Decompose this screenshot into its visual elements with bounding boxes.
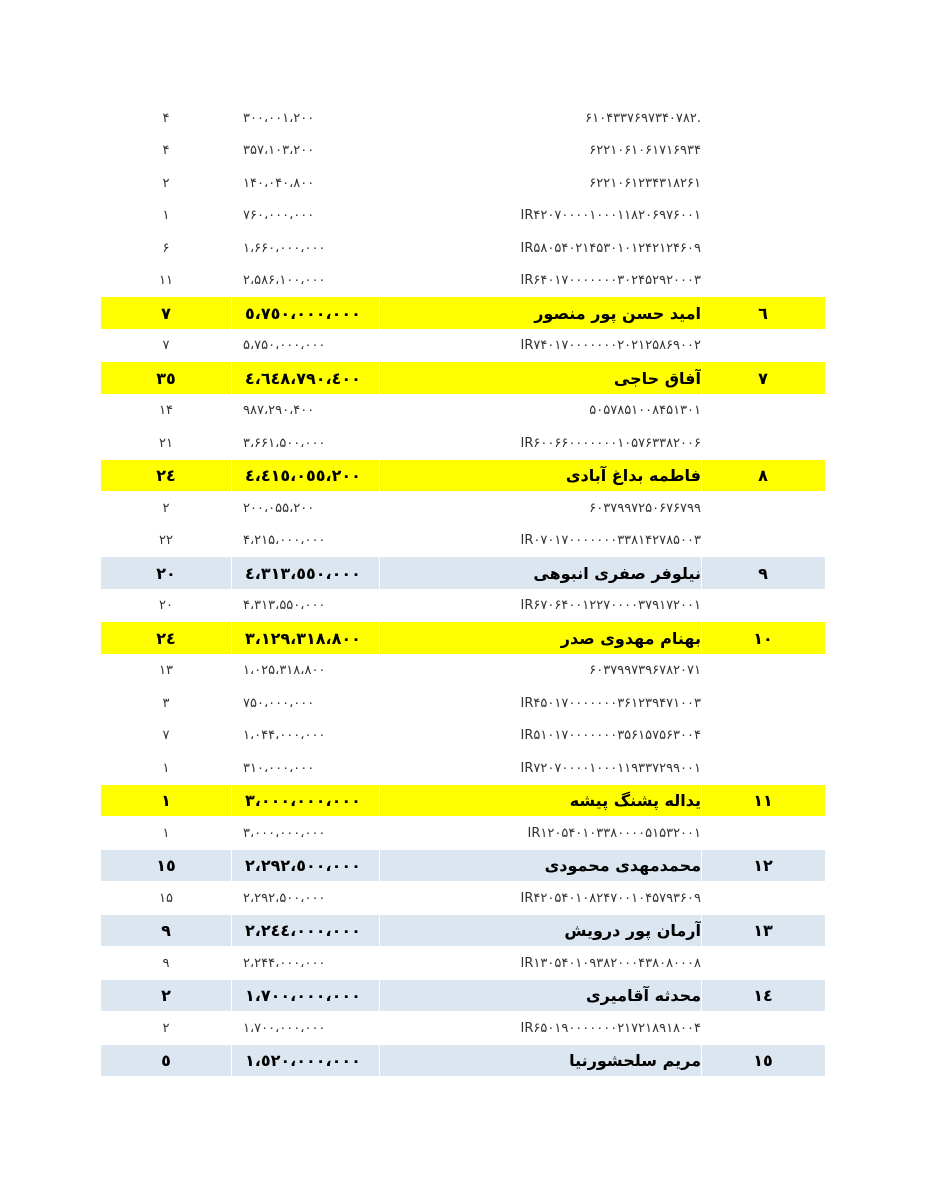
- account-row: [101, 525, 825, 558]
- total-amount: ٣،١٢٩،٣١٨،٨٠٠: [245, 628, 361, 648]
- row-index: ٦: [758, 303, 768, 323]
- row-index: ١٢: [753, 856, 773, 876]
- person-name: محمدمهدی محمودی: [544, 856, 701, 876]
- account-amount: ۱۴۰،۰۴۰،۸۰۰: [243, 175, 315, 191]
- account-number: IR۶۰۰۶۶۰۰۰۰۰۰۰۱۰۵۷۶۳۳۸۲۰۰۶: [520, 435, 701, 451]
- person-summary-row: [101, 785, 825, 818]
- transaction-count: ۲: [162, 1020, 170, 1036]
- total-count: ٩: [161, 921, 171, 941]
- account-number: IR۱۳۰۵۴۰۱۰۹۳۸۲۰۰۰۴۳۸۰۸۰۰۰۸: [520, 955, 701, 971]
- account-row: [101, 395, 825, 428]
- account-number: IR۱۲۰۵۴۰۱۰۳۳۸۰۰۰۰۵۱۵۳۲۰۰۱: [527, 825, 701, 841]
- person-name: مریم سلحشورنیا: [569, 1051, 701, 1071]
- account-number: ۶۲۲۱۰۶۱۰۶۱۷۱۶۹۳۴: [589, 143, 701, 159]
- account-amount: ۳۰۰،۰۰۱،۲۰۰: [243, 110, 315, 126]
- account-amount: ۲۰۰،۰۵۵،۲۰۰: [243, 500, 315, 516]
- total-amount: ٤،٦٤٨،٧٩٠،٤٠٠: [245, 368, 361, 388]
- transaction-count: ۱: [162, 208, 170, 224]
- account-amount: ۱،۰۲۵،۳۱۸،۸۰۰: [243, 663, 326, 679]
- row-index: ٨: [758, 466, 768, 486]
- account-number: ۶۱۰۴۳۳۷۶۹۷۳۴۰۷۸۲.: [585, 110, 701, 126]
- total-amount: ٢،٢٩٢،٥٠٠،٠٠٠: [245, 856, 361, 876]
- account-number: IR۰۷۰۱۷۰۰۰۰۰۰۰۳۳۸۱۴۲۷۸۵۰۰۳: [520, 533, 701, 549]
- account-number: IR۷۲۰۷۰۰۰۰۱۰۰۰۱۱۹۳۳۷۲۹۹۰۰۱: [520, 760, 701, 776]
- row-index: ١٤: [753, 986, 773, 1006]
- total-count: ٣٥: [156, 368, 176, 388]
- account-amount: ۳۱۰،۰۰۰،۰۰۰: [243, 760, 315, 776]
- account-row: [101, 102, 825, 135]
- person-summary-row: [101, 460, 825, 493]
- account-number: ۶۰۳۷۹۹۷۲۵۰۶۷۶۷۹۹: [589, 500, 701, 516]
- total-amount: ٥،٧٥٠،٠٠٠،٠٠٠: [245, 303, 361, 323]
- account-row: [101, 232, 825, 265]
- account-row: [101, 265, 825, 298]
- total-amount: ٤،٣١٣،٥٥٠،٠٠٠: [245, 563, 361, 583]
- account-row: [101, 590, 825, 623]
- account-number: IR۴۲۰۷۰۰۰۰۱۰۰۰۱۱۸۲۰۶۹۷۶۰۰۱: [520, 208, 701, 224]
- row-index: ٩: [758, 563, 768, 583]
- account-row: [101, 427, 825, 460]
- transaction-count: ۲: [162, 175, 170, 191]
- account-row: [101, 655, 825, 688]
- total-count: ٢٤: [156, 628, 176, 648]
- person-name: بهنام مهدوی صدر: [560, 628, 701, 648]
- transaction-count: ۹: [162, 955, 170, 971]
- account-number: IR۵۸۰۵۴۰۲۱۴۵۳۰۱۰۱۲۴۲۱۲۴۶۰۹: [520, 240, 701, 256]
- transaction-count: ۳: [162, 695, 170, 711]
- person-summary-row: [101, 1045, 825, 1078]
- account-number: ۵۰۵۷۸۵۱۰۰۸۴۵۱۳۰۱: [589, 403, 701, 419]
- person-name: امید حسن پور منصور: [534, 303, 701, 323]
- transaction-count: ۲۲: [159, 533, 173, 549]
- account-number: IR۶۴۰۱۷۰۰۰۰۰۰۰۳۰۲۴۵۲۹۲۰۰۰۳: [520, 273, 701, 289]
- transaction-count: ۱: [162, 825, 170, 841]
- account-row: [101, 817, 825, 850]
- account-amount: ۷۶۰،۰۰۰،۰۰۰: [243, 208, 315, 224]
- transaction-count: ۲: [162, 500, 170, 516]
- row-index: ٧: [758, 368, 768, 388]
- total-count: ٥: [161, 1051, 171, 1071]
- transaction-count: ۲۰: [159, 598, 173, 614]
- person-name: فاطمه بداغ آبادی: [565, 466, 701, 486]
- row-index: ١٣: [753, 921, 773, 941]
- row-index: ١٥: [753, 1051, 773, 1071]
- account-amount: ۴،۲۱۵،۰۰۰،۰۰۰: [243, 533, 326, 549]
- account-amount: ۹۸۷،۲۹۰،۴۰۰: [243, 403, 315, 419]
- person-summary-row: [101, 915, 825, 948]
- total-amount: ٣،٠٠٠،٠٠٠،٠٠٠: [245, 791, 361, 811]
- account-row: [101, 1012, 825, 1045]
- account-amount: ۱،۷۰۰،۰۰۰،۰۰۰: [243, 1020, 326, 1036]
- transaction-count: ۶: [162, 240, 170, 256]
- account-row: [101, 492, 825, 525]
- account-row: [101, 947, 825, 980]
- account-row: [101, 330, 825, 363]
- person-summary-row: [101, 850, 825, 883]
- row-index: ١١: [753, 791, 773, 811]
- person-summary-row: [101, 557, 825, 590]
- account-amount: ۳،۰۰۰،۰۰۰،۰۰۰: [243, 825, 326, 841]
- total-count: ٢٠: [156, 563, 176, 583]
- transaction-count: ۴: [162, 143, 170, 159]
- account-number: IR۵۱۰۱۷۰۰۰۰۰۰۰۳۵۶۱۵۷۵۶۳۰۰۴: [520, 728, 701, 744]
- total-amount: ١،٧٠٠،٠٠٠،٠٠٠: [245, 986, 361, 1006]
- account-number: IR۴۲۰۵۴۰۱۰۸۲۴۷۰۰۱۰۴۵۷۹۳۶۰۹: [520, 890, 701, 906]
- account-number: ۶۰۳۷۹۹۷۳۹۶۷۸۲۰۷۱: [589, 663, 701, 679]
- account-row: [101, 720, 825, 753]
- account-row: [101, 752, 825, 785]
- account-row: [101, 200, 825, 233]
- account-amount: ۵،۷۵۰،۰۰۰،۰۰۰: [243, 338, 326, 354]
- transaction-count: ۱۳: [159, 663, 173, 679]
- account-amount: ۲،۵۸۶،۱۰۰،۰۰۰: [243, 273, 326, 289]
- total-count: ٢: [161, 986, 171, 1006]
- transaction-count: ۷: [162, 338, 170, 354]
- account-number: ۶۲۲۱۰۶۱۲۳۴۳۱۸۲۶۱: [589, 175, 701, 191]
- person-name: آرمان پور درویش: [564, 921, 701, 941]
- transaction-count: ۷: [162, 728, 170, 744]
- total-count: ١٥: [156, 856, 176, 876]
- row-index: ١٠: [753, 628, 773, 648]
- transaction-count: ۴: [162, 110, 170, 126]
- account-row: [101, 882, 825, 915]
- transaction-count: ۱۱: [159, 273, 173, 289]
- account-amount: ۴،۳۱۳،۵۵۰،۰۰۰: [243, 598, 326, 614]
- account-number: IR۶۵۰۱۹۰۰۰۰۰۰۰۲۱۷۲۱۸۹۱۸۰۰۴: [520, 1020, 701, 1036]
- total-count: ٢٤: [156, 466, 176, 486]
- account-amount: ۱،۰۴۴،۰۰۰،۰۰۰: [243, 728, 326, 744]
- person-name: محدثه آقامیری: [586, 986, 701, 1006]
- transactions-table: [101, 102, 825, 1077]
- transaction-count: ۱۴: [159, 403, 173, 419]
- person-summary-row: [101, 297, 825, 330]
- person-name: یداله پشنگ پیشه: [569, 791, 701, 811]
- total-count: ٧: [161, 303, 171, 323]
- transaction-count: ۲۱: [159, 435, 173, 451]
- account-amount: ۳،۶۶۱،۵۰۰،۰۰۰: [243, 435, 326, 451]
- account-amount: ۳۵۷،۱۰۳،۲۰۰: [243, 143, 315, 159]
- person-name: نیلوفر صفری انبوهی: [533, 563, 701, 583]
- person-name: آفاق حاجی: [613, 368, 701, 388]
- total-count: ١: [161, 791, 171, 811]
- person-summary-row: [101, 362, 825, 395]
- account-row: [101, 687, 825, 720]
- account-amount: ۱،۶۶۰،۰۰۰،۰۰۰: [243, 240, 326, 256]
- total-amount: ٤،٤١٥،٠٥٥،٢٠٠: [245, 466, 361, 486]
- account-number: IR۷۴۰۱۷۰۰۰۰۰۰۰۲۰۲۱۲۵۸۶۹۰۰۲: [520, 338, 701, 354]
- account-amount: ۷۵۰،۰۰۰،۰۰۰: [243, 695, 315, 711]
- account-amount: ۲،۲۹۲،۵۰۰،۰۰۰: [243, 890, 326, 906]
- account-row: [101, 167, 825, 200]
- transaction-count: ۱: [162, 760, 170, 776]
- account-number: IR۴۵۰۱۷۰۰۰۰۰۰۰۳۶۱۲۳۹۴۷۱۰۰۳: [520, 695, 701, 711]
- person-summary-row: [101, 622, 825, 655]
- person-summary-row: [101, 980, 825, 1013]
- account-number: IR۶۷۰۶۴۰۰۱۲۲۷۰۰۰۰۳۷۹۱۷۲۰۰۱: [520, 598, 701, 614]
- transaction-count: ۱۵: [159, 890, 173, 906]
- total-amount: ١،٥٢٠،٠٠٠،٠٠٠: [245, 1051, 361, 1071]
- account-amount: ۲،۲۴۴،۰۰۰،۰۰۰: [243, 955, 326, 971]
- account-row: [101, 135, 825, 168]
- total-amount: ٢،٢٤٤،٠٠٠،٠٠٠: [245, 921, 361, 941]
